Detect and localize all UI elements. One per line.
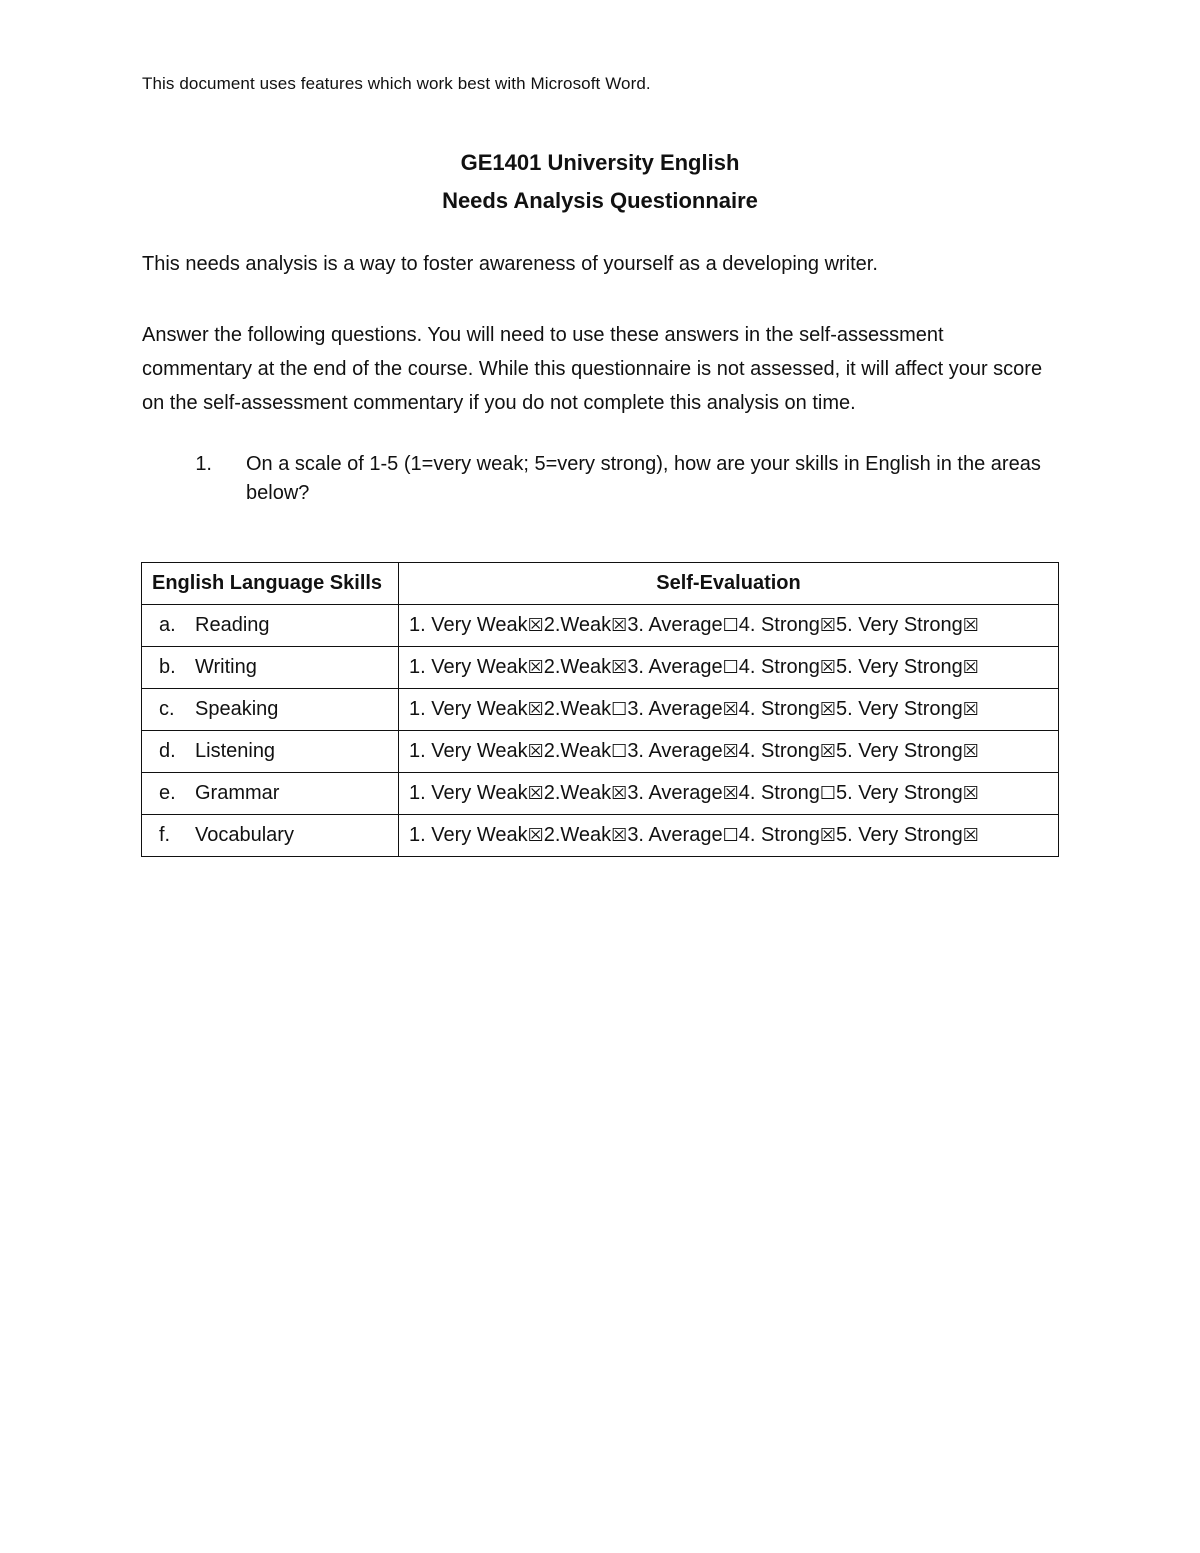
scale-label: 3. Average	[627, 824, 723, 846]
skills-table	[141, 562, 1059, 857]
table-row	[142, 605, 1059, 647]
scale-label: 1. Very Weak	[409, 656, 528, 678]
checkbox[interactable]: ☐	[722, 825, 739, 846]
scale-label: 1. Very Weak	[409, 740, 528, 762]
skills-table-body	[142, 605, 1059, 857]
checkbox[interactable]: ☒	[962, 615, 979, 636]
checkbox[interactable]: ☒	[527, 657, 544, 678]
scale-label: 5. Very Strong	[836, 698, 963, 720]
scale-label: 1. Very Weak	[409, 824, 528, 846]
checkbox[interactable]: ☒	[527, 699, 544, 720]
scale-label: 3. Average	[627, 656, 723, 678]
skill-letter: e.	[159, 782, 176, 804]
table-row	[142, 815, 1059, 857]
scale-label: 5. Very Strong	[836, 614, 963, 636]
checkbox[interactable]: ☐	[819, 783, 837, 804]
checkbox[interactable]: ☒	[611, 615, 628, 636]
checkbox[interactable]: ☒	[962, 657, 979, 678]
skill-letter: b.	[159, 656, 176, 678]
scale-label: 2.Weak	[543, 824, 612, 846]
scale-label: 2.Weak	[543, 740, 612, 762]
checkbox[interactable]: ☒	[527, 741, 544, 762]
skill-letter: d.	[159, 740, 176, 762]
skill-name: Listening	[195, 740, 276, 762]
questionnaire-title: Needs Analysis Questionnaire	[442, 188, 758, 213]
checkbox[interactable]: ☒	[962, 825, 979, 846]
self-evaluation-cell	[399, 605, 1059, 647]
scale-label: 4. Strong	[738, 656, 820, 678]
self-evaluation-cell	[399, 647, 1059, 689]
checkbox[interactable]: ☒	[819, 825, 837, 846]
checkbox[interactable]: ☒	[819, 699, 837, 720]
scale-label: 3. Average	[627, 782, 723, 804]
checkbox[interactable]: ☒	[527, 825, 544, 846]
table-header-row	[142, 563, 1059, 605]
checkbox[interactable]: ☒	[962, 699, 979, 720]
document-title	[142, 144, 1058, 220]
header-self-evaluation: Self-Evaluation	[399, 563, 1059, 605]
checkbox[interactable]: ☒	[527, 783, 544, 804]
scale-label: 4. Strong	[738, 824, 820, 846]
scale-label: 4. Strong	[738, 614, 820, 636]
table-row	[142, 647, 1059, 689]
table-row	[142, 773, 1059, 815]
scale-label: 4. Strong	[738, 782, 820, 804]
self-evaluation-cell	[399, 815, 1059, 857]
scale-label: 3. Average	[627, 614, 723, 636]
question-1	[142, 450, 1058, 508]
checkbox[interactable]: ☒	[611, 825, 628, 846]
checkbox[interactable]: ☒	[819, 741, 837, 762]
table-row	[142, 689, 1059, 731]
checkbox[interactable]: ☐	[611, 699, 628, 720]
header-skills: English Language Skills	[142, 563, 399, 605]
scale-label: 5. Very Strong	[836, 782, 963, 804]
instructions-paragraph: Answer the following questions. You will need to use these answers in the self-assessment commentary at the end of the course. While this questionnaire is not assessed, it will affect your score on the self-assessment commentary if you do not complete this analysis on time.	[142, 324, 1043, 414]
self-evaluation-cell	[399, 731, 1059, 773]
skill-name: Grammar	[195, 782, 280, 804]
scale-label: 3. Average	[627, 698, 723, 720]
checkbox[interactable]: ☐	[722, 615, 739, 636]
checkbox[interactable]: ☒	[722, 741, 739, 762]
skill-cell	[142, 731, 399, 773]
scale-label: 1. Very Weak	[409, 782, 528, 804]
checkbox[interactable]: ☒	[819, 657, 837, 678]
skill-letter: c.	[159, 698, 175, 720]
scale-label: 5. Very Strong	[836, 824, 963, 846]
self-evaluation-cell	[399, 773, 1059, 815]
checkbox[interactable]: ☒	[611, 657, 628, 678]
scale-label: 2.Weak	[543, 656, 612, 678]
scale-label: 4. Strong	[738, 740, 820, 762]
table-row	[142, 731, 1059, 773]
skill-name: Speaking	[195, 698, 279, 720]
scale-label: 2.Weak	[543, 614, 612, 636]
checkbox[interactable]: ☐	[722, 657, 739, 678]
skill-cell	[142, 647, 399, 689]
question-number: 1.	[195, 453, 212, 475]
scale-label: 2.Weak	[543, 698, 612, 720]
self-evaluation-cell	[399, 689, 1059, 731]
checkbox[interactable]: ☐	[611, 741, 628, 762]
checkbox[interactable]: ☒	[962, 741, 979, 762]
skill-cell	[142, 815, 399, 857]
checkbox[interactable]: ☒	[962, 783, 979, 804]
scale-label: 1. Very Weak	[409, 698, 528, 720]
skill-letter: f.	[159, 824, 171, 846]
course-title: GE1401 University English	[460, 150, 740, 175]
skill-name: Vocabulary	[195, 824, 294, 846]
checkbox[interactable]: ☒	[819, 615, 837, 636]
scale-label: 5. Very Strong	[836, 656, 963, 678]
scale-label: 2.Weak	[543, 782, 612, 804]
scale-label: 3. Average	[627, 740, 723, 762]
scale-label: 4. Strong	[738, 698, 820, 720]
skill-name: Reading	[195, 614, 270, 636]
intro-paragraph: This needs analysis is a way to foster awareness of yourself as a developing writer.	[142, 253, 878, 275]
scale-label: 1. Very Weak	[409, 614, 528, 636]
checkbox[interactable]: ☒	[722, 699, 739, 720]
question-text: On a scale of 1-5 (1=very weak; 5=very strong), how are your skills in English in the areas below?	[246, 453, 1041, 504]
scale-label: 5. Very Strong	[836, 740, 963, 762]
skill-name: Writing	[195, 656, 257, 678]
skill-cell	[142, 773, 399, 815]
checkbox[interactable]: ☒	[527, 615, 544, 636]
skill-cell	[142, 605, 399, 647]
skill-cell	[142, 689, 399, 731]
checkbox[interactable]: ☒	[611, 783, 628, 804]
compatibility-notice: This document uses features which work best with Microsoft Word.	[142, 74, 651, 93]
skill-letter: a.	[159, 614, 176, 636]
checkbox[interactable]: ☒	[722, 783, 739, 804]
